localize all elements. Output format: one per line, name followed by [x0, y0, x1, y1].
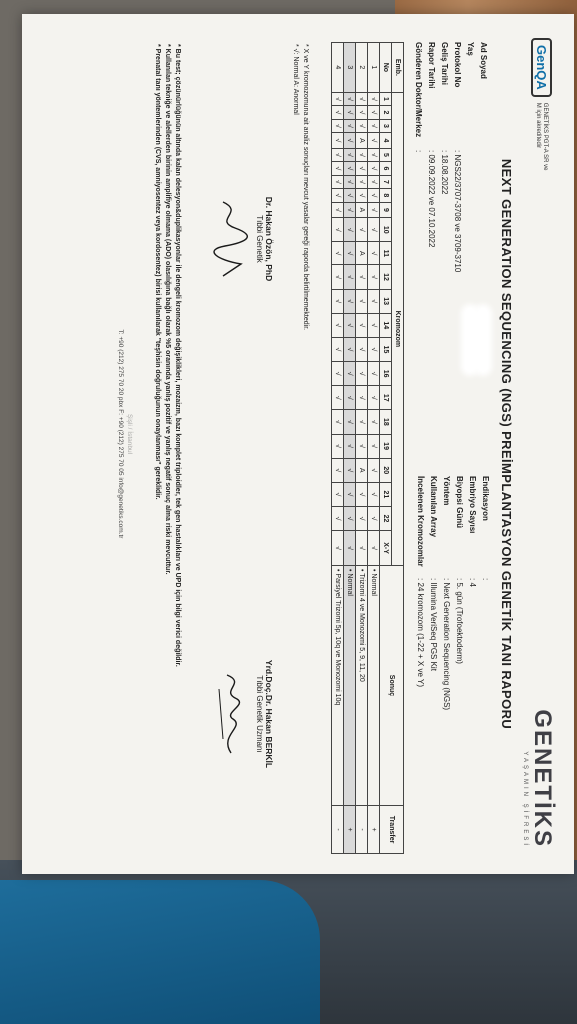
chromosome-header: 17	[380, 386, 392, 410]
chromosome-cell: √	[332, 362, 344, 386]
study-value: : Next Generation Sequencing (NGS)	[442, 578, 451, 711]
chromosome-header: 13	[380, 289, 392, 313]
table-notes	[290, 44, 310, 330]
disclaimer-1: * Bu test; çözünürlüğünün altında kalan delesyon&duplikasyonlar ile dengeli kromozom değişiklikleri, mozaizm, bazı komplet triploidler, tek gen hastalıkları ve UPD için bilgi verici değildir.	[174, 44, 181, 667]
study-value: :	[481, 578, 490, 581]
chromosome-cell: √	[344, 337, 356, 361]
chromosome-cell: √	[356, 434, 368, 458]
chromosome-header: 12	[380, 265, 392, 289]
patient-value: : NGS22/3707-3708 ve 3709-3710	[453, 150, 462, 273]
chromosome-cell: √	[356, 189, 368, 202]
chromosome-cell: √	[344, 189, 356, 202]
chromosome-header: 16	[380, 362, 392, 386]
chromosome-cell: √	[332, 162, 344, 175]
chromosome-header: 3	[380, 119, 392, 132]
chromosome-header: 19	[380, 434, 392, 458]
chromosome-cell: √	[368, 482, 380, 506]
chromosome-cell: √	[332, 337, 344, 361]
doctor-right-title: Tıbbi Genetik Uzmanı	[255, 675, 264, 753]
chromosome-cell: √	[356, 506, 368, 530]
study-value: : 4	[468, 578, 477, 587]
genetiks-logo: GENETİKS	[529, 709, 556, 848]
chromosome-cell: √	[356, 313, 368, 337]
chromosome-cell: √	[344, 92, 356, 105]
study-row	[453, 476, 466, 836]
genqa-logo-text: GenQA	[534, 45, 549, 90]
chromosome-cell: √	[332, 531, 344, 566]
chromosome-cell: √	[332, 386, 344, 410]
karyotype-table	[331, 42, 404, 854]
chromosome-cell: √	[344, 175, 356, 188]
embryo-transfer: +	[368, 806, 380, 854]
chromosome-cell: √	[368, 133, 380, 149]
chromosome-cell: √	[368, 434, 380, 458]
study-row	[466, 476, 479, 836]
genqa-brand	[531, 38, 552, 173]
footer-contact: T: +90 (212) 275 70 20 pbx F: +90 (212) 275 70 05 info@genetiks.com.tr	[117, 329, 124, 539]
chromosome-cell: √	[368, 175, 380, 188]
chromosome-cell: √	[332, 458, 344, 482]
chromosome-cell: √	[344, 148, 356, 161]
patient-label: Yaş	[466, 42, 475, 56]
chromosome-header: 21	[380, 482, 392, 506]
chromosome-header: 5	[380, 148, 392, 161]
chromosome-cell: √	[344, 386, 356, 410]
redaction-mark	[466, 308, 476, 372]
chromosome-cell: √	[332, 202, 344, 218]
chromosome-cell: √	[368, 148, 380, 161]
chromosome-cell: √	[332, 506, 344, 530]
report-paper	[22, 14, 574, 874]
chromosome-cell: √	[356, 92, 368, 105]
chromosome-cell: √	[332, 133, 344, 149]
chromosome-cell: √	[368, 189, 380, 202]
signature-right	[209, 614, 255, 814]
embryo-no: 2	[356, 43, 368, 93]
doctor-left-name: Dr. Hakan Özön, PhD	[264, 196, 274, 282]
patient-row	[425, 42, 438, 372]
chromosome-header: 9	[380, 202, 392, 218]
chromosome-cell: √	[356, 362, 368, 386]
chromosome-cell: √	[368, 337, 380, 361]
genqa-logo	[531, 38, 552, 97]
chromosome-header: 22	[380, 506, 392, 530]
embryo-transfer: +	[344, 806, 356, 854]
chromosome-cell: √	[332, 434, 344, 458]
chromosome-cell: √	[368, 92, 380, 105]
chromosome-header: 7	[380, 175, 392, 188]
chromosome-header: 15	[380, 337, 392, 361]
embryo-transfer: -	[356, 806, 368, 854]
chromosome-cell: √	[368, 531, 380, 566]
embryo-result: • Trizomi 4 ve Monozomi 5, 9, 11, 20	[356, 566, 368, 806]
chromosome-cell: √	[332, 218, 344, 242]
signature-left	[209, 154, 255, 324]
chromosome-cell: √	[332, 289, 344, 313]
chromosome-cell: √	[332, 482, 344, 506]
chromosome-cell: √	[368, 119, 380, 132]
chromosome-cell: √	[332, 106, 344, 119]
disclaimer-2: * Kullanılan tekniğe ve alellerden birinin amplifiye olmama (ADO) olasılığına bağlı olarak %5 oranında yanlış pozitif ve yanlış negatif sonuç alma riski mevcuttur.	[164, 44, 171, 575]
patient-row	[451, 42, 464, 372]
chromosome-cell: √	[332, 265, 344, 289]
embryo-row	[332, 43, 344, 854]
patient-row	[477, 42, 490, 372]
study-row	[440, 476, 453, 836]
chromosome-cell: A	[356, 458, 368, 482]
chromosome-cell: √	[344, 313, 356, 337]
report-title: NEXT GENERATION SEQUENCING (NGS) PREİMPLANTASYON GENETİK TANI RAPORU	[499, 158, 514, 730]
study-label: İncelenen Kromozomlar	[416, 476, 425, 567]
chromosome-cell: √	[368, 265, 380, 289]
study-value: : 24 kromozom (1-22 + X ve Y)	[416, 578, 425, 688]
chromosome-cell: √	[344, 162, 356, 175]
chromosome-cell: √	[344, 202, 356, 218]
chromosome-cell: √	[356, 289, 368, 313]
chromosome-cell: √	[344, 506, 356, 530]
embryo-result: • Parsiyel Trizomi 5p, 10q ve Monozomi 10q	[332, 566, 344, 806]
chromosome-cell: √	[368, 106, 380, 119]
chromosome-cell: √	[332, 148, 344, 161]
chromosome-header: 8	[380, 189, 392, 202]
disclaimer	[152, 44, 182, 844]
chromosome-cell: √	[344, 289, 356, 313]
col-no: No	[380, 43, 392, 93]
genetiks-tagline: YAŞAMIN ŞİFRESİ	[522, 751, 528, 848]
chromosome-cell: √	[368, 202, 380, 218]
chromosome-cell: √	[356, 265, 368, 289]
patient-label: Protokol No	[453, 42, 462, 88]
chromosome-cell: √	[356, 531, 368, 566]
chromosome-cell: √	[344, 265, 356, 289]
study-row	[427, 476, 440, 836]
chromosome-cell: √	[356, 106, 368, 119]
chromosome-cell: √	[356, 410, 368, 434]
chromosome-cell: A	[356, 242, 368, 265]
footer-address: Şişli / İstanbul	[126, 413, 133, 455]
blue-cloth	[0, 880, 320, 1024]
chromosome-cell: √	[332, 313, 344, 337]
chromosome-header: 6	[380, 162, 392, 175]
chromosome-cell: √	[368, 386, 380, 410]
chromosome-cell: √	[356, 175, 368, 188]
chromosome-header: X-Y	[380, 531, 392, 566]
embryo-row	[344, 43, 356, 854]
study-info	[414, 476, 492, 836]
embryo-row	[368, 43, 380, 854]
chromosome-cell: √	[368, 218, 380, 242]
embryo-result: • Normal	[368, 566, 380, 806]
chromosome-header: 11	[380, 242, 392, 265]
chromosome-cell: √	[344, 458, 356, 482]
disclaimer-3: * Prenatal tanı yöntemlerinden (CVS, amniyosentez veya kordosentez) birisi kullanılarak "teşhisin doğruluğunun onaylanması" gereklidir.	[154, 44, 161, 500]
study-label: Biyopsi Günü	[455, 476, 464, 528]
chromosome-header: 1	[380, 92, 392, 105]
chromosome-header: 2	[380, 106, 392, 119]
chromosome-cell: √	[368, 458, 380, 482]
patient-label: Rapor Tarihi	[427, 42, 436, 89]
patient-row	[464, 42, 477, 372]
chromosome-cell: √	[344, 133, 356, 149]
chromosome-cell: √	[356, 148, 368, 161]
chromosome-cell: √	[356, 337, 368, 361]
chromosome-cell: √	[332, 189, 344, 202]
patient-value: : 09.09.2022 ve 07.10.2022	[427, 150, 436, 248]
chromosome-cell: A	[356, 133, 368, 149]
embryo-transfer: -	[332, 806, 344, 854]
chromosome-header: 20	[380, 458, 392, 482]
chromosome-cell: √	[368, 313, 380, 337]
chromosome-cell: √	[356, 482, 368, 506]
chromosome-cell: √	[332, 410, 344, 434]
doctor-left-block	[209, 154, 274, 324]
chromosome-cell: √	[368, 289, 380, 313]
genqa-accreditation: GENETİKS PGT-A SR ve M için akreditedir	[535, 102, 549, 171]
chromosome-cell: √	[344, 218, 356, 242]
chromosome-header: 4	[380, 133, 392, 149]
patient-value: :	[414, 150, 423, 153]
chromosome-cell: √	[368, 506, 380, 530]
chromosome-cell: √	[344, 106, 356, 119]
chromosome-cell: √	[332, 119, 344, 132]
chromosome-cell: √	[344, 242, 356, 265]
doctor-left-title: Tıbbi Genetik	[255, 215, 264, 263]
patient-info	[412, 42, 490, 372]
chromosome-cell: √	[356, 386, 368, 410]
study-label: Embriyo Sayısı	[468, 476, 477, 534]
doctor-right-name: Yrd.Doç.Dr. Hakan BERKİL	[264, 659, 274, 769]
genetiks-brand	[522, 709, 556, 848]
patient-row	[412, 42, 425, 372]
chromosome-cell: √	[332, 242, 344, 265]
chromosome-cell: √	[344, 482, 356, 506]
patient-row	[438, 42, 451, 372]
chromosome-cell: √	[344, 119, 356, 132]
chromosome-header: 14	[380, 313, 392, 337]
chromosome-header: 10	[380, 218, 392, 242]
chromosome-cell: √	[368, 242, 380, 265]
chromosome-cell: √	[356, 218, 368, 242]
col-result: Sonuç	[380, 566, 404, 806]
embryo-result: • Normal	[344, 566, 356, 806]
note-legend: * √: Normal A: Anormal	[292, 44, 299, 115]
embryo-row	[356, 43, 368, 854]
study-value: : Illumina VeriSeq PGS Kit	[429, 578, 438, 671]
study-label: Kullanılan Array	[429, 476, 438, 538]
chromosome-cell: √	[344, 410, 356, 434]
chromosome-cell: √	[332, 175, 344, 188]
col-emb: Emb.	[392, 43, 404, 93]
chromosome-cell: √	[368, 162, 380, 175]
chromosome-header: 18	[380, 410, 392, 434]
study-row	[479, 476, 492, 836]
chromosome-cell: √	[368, 362, 380, 386]
study-label: Endikasyon	[481, 476, 490, 521]
study-label: Yöntem	[442, 476, 451, 506]
chromosome-cell: √	[356, 162, 368, 175]
note-xy: * X ve Y kromozomuna ait analiz sonuçları mevcut yasalar gereği raporda belirtilmemektedir.	[302, 44, 309, 331]
patient-label: Geliş Tarihi	[440, 42, 449, 85]
embryo-no: 1	[368, 43, 380, 93]
chromosome-cell: √	[368, 410, 380, 434]
redaction-mark	[479, 308, 489, 372]
embryo-no: 4	[332, 43, 344, 93]
chromosome-cell: √	[356, 119, 368, 132]
patient-label: Gönderen Doktor/Merkez	[414, 42, 423, 138]
chromosome-cell: √	[344, 434, 356, 458]
col-kromozom: Kromozom	[392, 92, 404, 565]
chromosome-cell: √	[344, 531, 356, 566]
study-row	[414, 476, 427, 836]
chromosome-cell: √	[344, 362, 356, 386]
chromosome-cell: √	[332, 92, 344, 105]
embryo-no: 3	[344, 43, 356, 93]
patient-label: Ad Soyad	[479, 42, 488, 79]
footer	[116, 194, 134, 674]
study-value: : 5. gün (Trofoektoderm)	[455, 578, 464, 664]
chromosome-cell: A	[356, 202, 368, 218]
doctor-right-block	[209, 614, 274, 814]
patient-value: : 18.08.2022	[440, 150, 449, 195]
col-transfer: Transfer	[380, 806, 404, 854]
